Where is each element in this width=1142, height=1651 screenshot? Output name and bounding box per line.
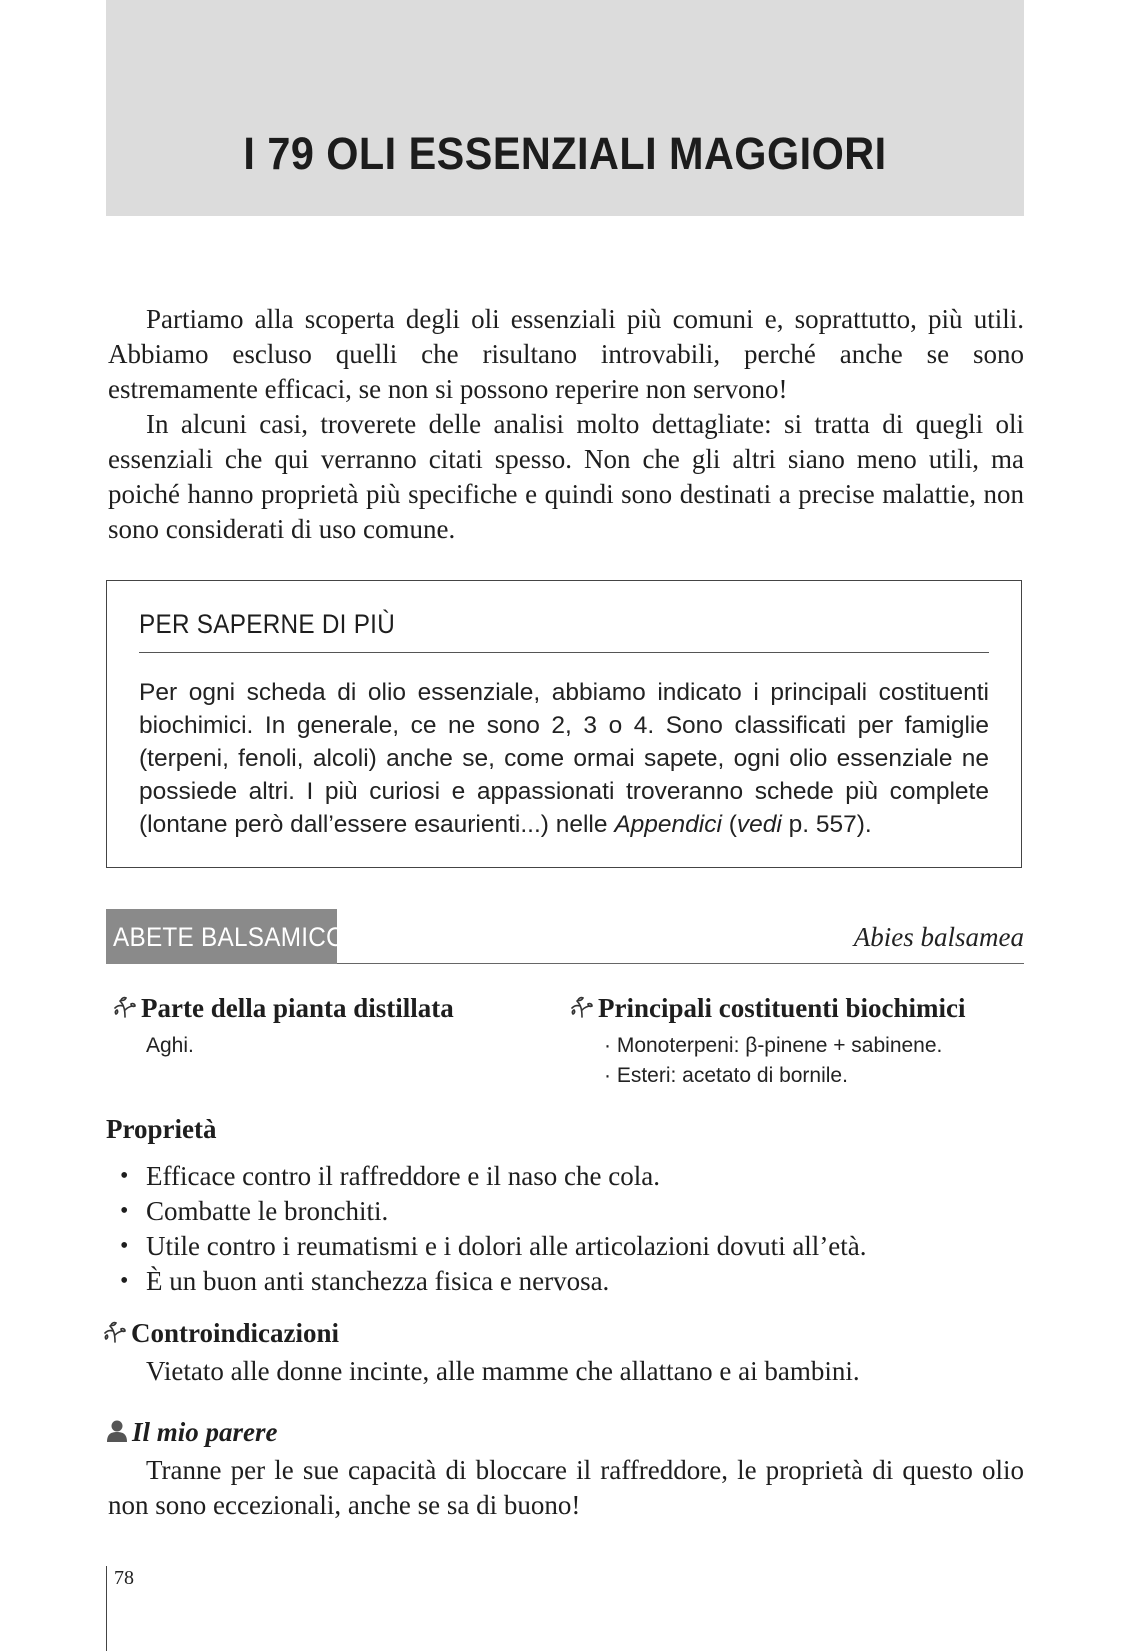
intro-paragraph: Partiamo alla scoperta degli oli essenziali più comuni e, soprattutto, più utili. Abbiamo escluso quelli che risultano introvabili, perché anche se sono estremamente efficaci, se non si possono reperire non servono! [108,304,1024,404]
contraindications-text: Vietato alle donne incinte, alle mamme che allattano e ai bambini. [146,1356,860,1386]
intro-text [108,302,1024,547]
distilled-part-heading-label: Parte della pianta distillata [141,993,454,1023]
opinion-text [108,1453,1024,1523]
leaf-icon [114,996,136,1020]
contraindications-heading [104,1318,339,1349]
info-box [106,580,1022,868]
distilled-part-heading [114,993,454,1024]
vedi-reference: vedi [736,811,782,838]
constituents-heading-label: Principali costituenti biochimici [598,993,966,1023]
page-number: 78 [114,1567,134,1589]
page-margin-rule [106,1566,107,1651]
list-item: • Combatte le bronchiti. [118,1194,867,1229]
constituent-item: · Esteri: acetato di bornile. [604,1064,848,1087]
opinion-paragraph: Tranne per le sue capacità di bloccare il raffreddore, le proprietà di questo olio non sono eccezionali, anche se sa di buono! [108,1455,1024,1520]
entry-name-tab [106,909,346,964]
info-box-text-main: Per ogni scheda di olio essenziale, abbiamo indicato i principali costituenti biochimici. In generale, ce ne sono 2, 3 o 4. Sono classificati per famiglie (terpeni, fenoli, alcoli) anche se, come ormai sapete, ogni olio essenziale ne possiede altri. I più curiosi e appassionati troveranno schede più complete (lontane però dall’essere esaurienti...) nelle [139,679,989,838]
list-item: • Utile contro i reumatismi e i dolori alle articolazioni dovuti all’età. [118,1229,867,1264]
properties-list [118,1159,867,1299]
entry-name: ABETE BALSAMICO [113,922,346,952]
constituents-heading [571,993,965,1024]
contraindications-heading-label: Controindicazioni [131,1318,340,1348]
entry-latin-name: Abies balsamea [853,922,1024,952]
properties-heading: Proprietà [106,1114,217,1144]
list-item: • Efficace contro il raffreddore e il naso che cola. [118,1159,867,1194]
info-box-divider [139,652,989,653]
chapter-title: I 79 OLI ESSENZIALI MAGGIORI [243,128,887,179]
chapter-header-band [106,0,1024,216]
info-box-title: PER SAPERNE DI PIÙ [139,609,396,639]
intro-paragraph: In alcuni casi, troverete delle analisi molto dettagliate: si tratta di quegli oli essenziali che qui verranno citati spesso. Non che gli altri siano meno utili, ma poiché hanno proprietà più specifiche e quindi sono destinati a precise malattie, non sono considerati di uso comune. [108,409,1024,544]
info-box-text [139,676,989,841]
info-box-paren: ( [721,811,737,838]
list-item: • È un buon anti stanchezza fisica e nervosa. [118,1264,867,1299]
leaf-icon [104,1321,126,1345]
constituent-item: · Monoterpeni: β-pinene + sabinene. [604,1034,943,1057]
opinion-heading-label: Il mio parere [132,1417,278,1447]
opinion-heading [106,1417,278,1448]
distilled-part-value: Aghi. [146,1034,194,1057]
appendici-reference: Appendici [614,811,722,838]
entry-header-rule [337,963,1024,964]
leaf-icon [571,996,593,1020]
page-reference: p. 557). [781,811,872,838]
person-icon [106,1419,128,1443]
